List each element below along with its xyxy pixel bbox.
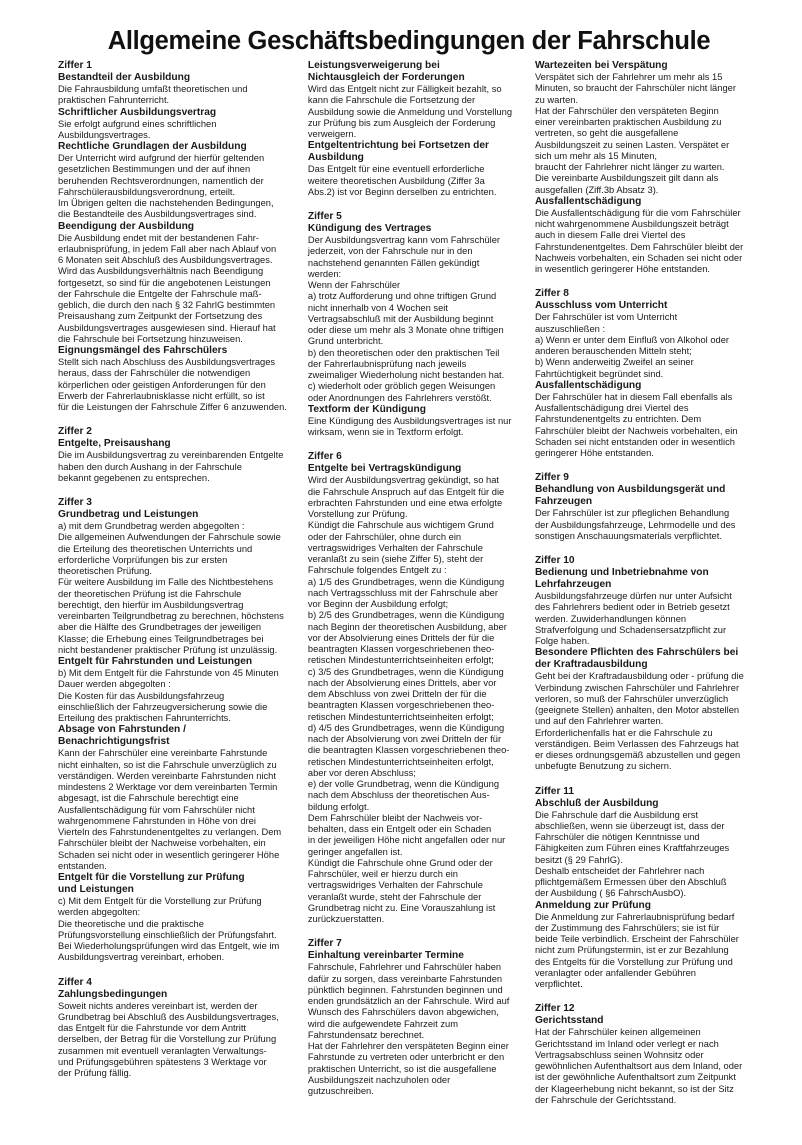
ziffer-4-heading-1: Zahlungsbedingungen bbox=[58, 988, 168, 1000]
ziffer-2-label: Ziffer 2 bbox=[58, 426, 92, 438]
document-title: Allgemeine Geschäftsbedingungen der Fahrschule bbox=[107, 27, 711, 55]
ziffer-3-heading-1: Grundbetrag und Leistungen bbox=[58, 509, 199, 520]
ziffer-6-text-1: Wird der Ausbildungsvertrag gekündigt, so hat die Fahrschule Anspruch auf das Entgelt für die erbrachten Fahrstunden und eine etwa erfolgte Vorstellung zur Prüfung. Kündigt die Fahrschule aus wichtigem Grund oder der Fahrschüler, ohne durch ein vertragswidriges Verhalten der Fahrschule veranlaßt zu sein (siehe Ziffer 5), steht der Fahrschule folgendes Entgelt zu : a) 1/5 des Grundbetrages, wenn die Kündigung nach Vertragsschluss mit der Fahrschule aber vor Beginn der Ausbildung erfolgt; b) 2/5 des Grundbetrages, wenn die Kündigung nach Beginn der theoretischen Ausbildung, aber vor der Absolvierung eines Drittels der für die beantragten Klassen vorgeschriebenen theo- retischen Mindestunterrichtseinheiten erfolgt; c) 3/5 des Grundbetrages, wenn die Kündigung nach der Absolvierung eines Drittels, aber vor dem Abschluss von zwei Dritteln der für die beantragten Klassen vorgeschriebenen theo- retischen Mindestunterrichtseinheiten erfolgt; d) 4/5 des Grundbetrages, wenn die Kündigung nach der Absolvierung von zwei Dritteln der für die beantragten Klassen vorgeschriebenen theo- retischen Mindestunterrichtseinheiten erfolgt, aber vor deren Abschluss; e) der volle Grundbetrag, wenn die Kündigung nach dem Abschluss der theoretischen Aus- bildung erfolgt. Dem Fahrschüler bleibt der Nachweis vor- behalten, dass ein Entgelt oder ein Schaden in der jeweiligen Höhe nicht angefallen oder nur geringer angefallen ist. Kündigt die Fahrschule ohne Grund oder der Fahrschüler, weil er hierzu durch ein vertragswidriges Verhalten der Fahrschule veranlaßt wurde, steht der Fahrschule der Grundbetrag nicht zu. Eine Vorauszahlung ist zurückzuerstatten. bbox=[307, 475, 510, 924]
ziffer-1-text-1: Die Fahrausbildung umfaßt theoretischen und praktischen Fahrunterricht. bbox=[58, 84, 248, 106]
section-ziffer-9 bbox=[535, 472, 760, 542]
ziffer-2-heading-1: Entgelte, Preisaushang bbox=[58, 438, 171, 450]
ziffer-7-text-1: Fahrschule, Fahrlehrer und Fahrschüler haben dafür zu sorgen, dass vereinbarte Fahrstunden pünktlich beginnen. Fahrstunden beginnen und enden grundsätzlich an der Fahrschule. Wird auf Wunsch des Fahrschülers davon abgewichen, wird die aufgewendete Fahrzeit zum Fahrstundensatz berechnet. Hat der Fahrlehrer den verspäteten Beginn einer Fahrstunde zu vertreten oder unterbricht er den praktischen Unterricht, so ist die ausgefallene Ausbildungszeit nachzuholen oder gutzuschreiben. bbox=[307, 962, 510, 1096]
ziffer-11-label: Ziffer 11 bbox=[534, 785, 575, 797]
ziffer-10-text-1: Ausbildungsfahrzeuge dürfen nur unter Aufsicht des Fahrlehrers bedient oder in Betrieb gesetzt werden. Zuwiderhandlungen können Strafverfolgung und Schadensersatzpflicht zur Folge haben. bbox=[534, 591, 732, 646]
ziffer-11-heading-1: Abschluß der Ausbildung bbox=[534, 797, 659, 809]
ziffer-8-text-2: Der Fahrschüler hat in diesem Fall ebenfalls als Ausfallentschädigung drei Viertel des Fahrstundenentgelts zu entrichten. Dem Fahrschüler bleibt der Nachweis vorbehalten, ein Schaden sei nicht entstanden oder in wesentlich geringerer Höhe entstanden. bbox=[534, 391, 738, 458]
ziffer-10-heading-1: Bedienung und Inbetriebnahme von Lehrfahrzeugen bbox=[534, 567, 709, 590]
ziffer-3-heading-3: Absage von Fahrstunden / Benachrichtigungsfrist bbox=[58, 724, 186, 748]
ziffer-8-heading-1: Ausschluss vom Unterricht bbox=[534, 300, 668, 312]
ziffer-11-heading-2: Anmeldung zur Prüfung bbox=[534, 899, 651, 911]
ziffer-6-heading-1: Entgelte bei Vertragskündigung bbox=[307, 463, 462, 475]
section-ziffer-1 bbox=[58, 60, 302, 413]
ziffer-3-text-1: a) mit dem Grundbetrag werden abgegolten : Die allgemeinen Aufwendungen der Fahrschule sowie die Erteilung des theoretischen Unterrichts und erforderliche Vorprüfungen bis zur ersten theoretischen Prüfung. Für weitere Ausbildung im Falle des Nichtbestehens der theoretischen Prüfung ist die Fahrschule berechtigt, den hierfür im Ausbildungsvertrag vereinbarten Teilgrundbetrag zu berechnen, höchstens aber die Hälfte des Grundbetrages der jeweiligen Klasse; die Erhebung eines Teilgrundbetrages bei nicht bestandener praktischer Prüfung ist unzulässig. bbox=[58, 521, 284, 655]
ziffer-4-text-2: Wird das Entgelt nicht zur Fälligkeit bezahlt, so kann die Fahrschule die Fortsetzung der Ausbildung sowie die Anmeldung und Vorstellung zur Prüfung bis zum Ausgleich der Forderung verweigern. bbox=[307, 84, 513, 139]
ziffer-9-label: Ziffer 9 bbox=[534, 472, 569, 484]
ziffer-7-text-2: Verspätet sich der Fahrlehrer um mehr als 15 Minuten, so braucht der Fahrschüler nicht länger zu warten. Hat der Fahrschüler den verspäteten Beginn einer vereinbarten praktischen Ausbildung zu vertreten, so geht die ausgefallene Ausbildungszeit zu seinen Lasten. Verspätet er sich um mehr als 15 Minuten, braucht der Fahrlehrer nicht länger zu warten. Die vereinbarte Ausbildungszeit gilt dann als ausgefallen (Ziff.3b Absatz 3). bbox=[534, 72, 736, 195]
ziffer-5-text-2: Eine Kündigung des Ausbildungsvertrages ist nur wirksam, wenn sie in Textform erfolgt. bbox=[307, 415, 512, 437]
ziffer-12-heading-1: Gerichtsstand bbox=[534, 1015, 604, 1027]
ziffer-1-heading-1: Bestandteil der Ausbildung bbox=[58, 72, 191, 83]
column-3 bbox=[535, 60, 760, 1106]
section-ziffer-6 bbox=[308, 451, 528, 925]
ziffer-3-text-3: Kann der Fahrschüler eine vereinbarte Fahrstunde nicht einhalten, so ist die Fahrschule unverzüglich zu verständigen. Werden vereinbarte Fahrstunden nicht mindestens 2 Werktage vor dem vereinbarten Termin abgesagt, ist die Fahrschule berechtigt eine Ausfallentschädigung für vom Fahrschüler nicht wahrgenommene Fahrstunden in Höhe von drei Vierteln des Fahrstundenentgeltes zu verlangen. Dem Fahrschüler bleibt der Nachweise vorbehalten, ein Schaden sei nicht oder in wesentlich geringerer Höhe entstanden. bbox=[58, 748, 282, 871]
ziffer-8-text-1: Der Fahrschüler ist vom Unterricht auszuschließen : a) Wenn er unter dem Einfluß von Alkohol oder anderen berauschenden Mitteln steht; b) Wenn anderweitig Zweifel an seiner Fahrtüchtigkeit begründet sind. bbox=[534, 312, 730, 379]
ziffer-4-label: Ziffer 4 bbox=[58, 976, 92, 988]
ziffer-5-heading-1: Kündigung des Vertrages bbox=[307, 223, 432, 234]
ziffer-10-label: Ziffer 10 bbox=[534, 555, 575, 566]
section-ziffer-7-continued bbox=[535, 60, 760, 275]
ziffer-7-heading-2: Wartezeiten bei Verspätung bbox=[534, 60, 668, 71]
ziffer-1-text-2: Sie erfolgt aufgrund eines schriftlichen Ausbildungsvertrages. bbox=[58, 118, 217, 140]
ziffer-4-heading-2: Leistungsverweigerung bei Nichtausgleich der Forderungen bbox=[307, 60, 465, 83]
ziffer-3-label: Ziffer 3 bbox=[58, 497, 92, 508]
ziffer-2-text-1: Die im Ausbildungsvertrag zu vereinbarenden Entgelte haben den durch Aushang in der Fahrschule bekannt gegebenen zu entsprechen. bbox=[58, 450, 284, 483]
ziffer-1-label: Ziffer 1 bbox=[58, 60, 92, 71]
ziffer-4-text-1: Soweit nichts anderes vereinbart ist, werden der Grundbetrag bei Abschluß des Ausbildungsvertrages, das Entgelt für die Fahrstunde vor dem Antritt derselben, der Betrag für die Vorstellung zur Prüfung zusammen mit eventuell veranlagten Verwaltungs- und Prüfungsgebühren spätestens 3 Werktage vor der Prüfung fällig. bbox=[58, 1000, 279, 1078]
section-ziffer-5 bbox=[308, 211, 528, 438]
ziffer-10-text-2: Geht bei der Kraftradausbildung oder - prüfung die Verbindung zwischen Fahrschüler und Fahrlehrer verloren, so muß der Fahrschüler unverzüglich (geeignete Stellen) anhalten, den Motor abstellen und auf den Fahrlehrer warten. Erforderlichenfalls hat er die Fahrschule zu verständigen. Beim Verlassen des Fahrzeugs hat er dieses ordnungsgemäß abzustellen und gegen unbefugte Benutzung zu sichern. bbox=[534, 671, 744, 772]
ziffer-12-text-1: Hat der Fahrschüler keinen allgemeinen Gerichtsstand im Inland oder verlegt er nach Vertragsabschluss seinen Wohnsitz oder gewöhnlichen Aufenthaltsort aus dem Inland, oder ist der gewöhnliche Aufenthaltsort zum Zeitpunkt der Klageerhebung nicht bekannt, so ist der Sitz der Fahrschule der Gerichtsstand. bbox=[534, 1027, 743, 1105]
section-ziffer-2 bbox=[58, 426, 302, 484]
ziffer-5-text-1: Der Ausbildungsvertrag kann vom Fahrschüler jederzeit, von der Fahrschule nur in den nachstehend genannten Fällen gekündigt werden: Wenn der Fahrschüler a) trotz Aufforderung und ohne triftigen Grund nicht innerhalb von 4 Wochen seit Vertragsabschluß mit der Ausbildung beginnt oder diese um mehr als 3 Monate ohne triftigen Grund unterbricht. b) den theoretischen oder den praktischen Teil der Fahrerlaubnisprüfung nach jeweils zweimaliger Wiederholung nicht bestanden hat. c) wiederholt oder gröblich gegen Weisungen oder Anordnungen des Fahrlehrers verstößt. bbox=[307, 235, 505, 403]
ziffer-1-text-4: Die Ausbildung endet mit der bestandenen Fahr- erlaubnisprüfung, in jedem Fall aber nach Ablauf von 6 Monaten seit Abschluß des Ausbildungsvertrages. Wird das Ausbildungsverhältnis nach Beendigung fortgesetzt, so sind für die angebotenen Leistungen der Fahrschule die Entgelte der Fahrschule maß- geblich, die durch den nach § 32 FahrlG bestimmten Preisaushang zum Zeitpunkt der Fortsetzung des Ausbildungsvertrages ausgewiesen sind. Hierauf hat die Fahrschule bei Fortsetzung hinzuweisen. bbox=[58, 232, 277, 344]
ziffer-7-heading-3: Ausfallentschädigung bbox=[534, 195, 642, 207]
ziffer-1-text-3: Der Unterricht wird aufgrund der hierfür geltenden gesetzlichen Bestimmungen und der auf ihnen beruhenden Rechtsverordnungen, namentlich der Fahrschülerausbildungsverordnung, erteilt. Im Übrigen gelten die nachstehenden Bedingungen, die Bestandteile des Ausbildungsvertrages sind. bbox=[58, 153, 274, 220]
ziffer-12-label: Ziffer 12 bbox=[534, 1003, 575, 1015]
column-2 bbox=[308, 60, 528, 1106]
ziffer-3-heading-2: Entgelt für Fahrstunden und Leistungen bbox=[58, 656, 253, 667]
ziffer-8-heading-2: Ausfallentschädigung bbox=[534, 379, 642, 391]
column-1 bbox=[58, 60, 302, 1106]
ziffer-11-text-1: Die Fahrschule darf die Ausbildung erst abschließen, wenn sie überzeugt ist, dass der Fahrschüler die nötigen Kenntnisse und Fähigkeiten zum Führen eines Kraftfahrzeuges besitzt (§ 29 FahrlG). Deshalb entscheidet der Fahrlehrer nach pflichtgemäßem Ermessen über den Abschluß der Ausbildung ( §6 FahrschAusbO). bbox=[534, 809, 730, 899]
section-ziffer-4 bbox=[58, 977, 302, 1080]
ziffer-7-text-3: Die Ausfallentschädigung für die vom Fahrschüler nicht wahrgenommene Ausbildungszeit beträgt auch in diesem Falle drei Viertel des Fahrstundenentgeltes. Dem Fahrschüler bleibt der Nachweis vorbehalten, ein Schaden sei nicht oder in wesentlich geringerer Höhe entstanden. bbox=[534, 207, 744, 274]
ziffer-7-heading-1: Einhaltung vereinbarter Termine bbox=[307, 950, 464, 962]
ziffer-6-label: Ziffer 6 bbox=[307, 451, 342, 463]
ziffer-3-text-2: b) Mit dem Entgelt für die Fahrstunde von 45 Minuten Dauer werden abgegolten : Die Kosten für das Ausbildungsfahrzeug einschließlich der Fahrzeugversicherung sowie die Erteilung des praktischen Fahrunterrichts. bbox=[58, 668, 279, 723]
ziffer-1-heading-2: Schriftlicher Ausbildungsvertrag bbox=[58, 106, 217, 118]
section-ziffer-12 bbox=[535, 1003, 760, 1106]
ziffer-1-heading-4: Beendigung der Ausbildung bbox=[58, 220, 195, 232]
ziffer-8-label: Ziffer 8 bbox=[534, 288, 569, 300]
ziffer-1-text-5: Stellt sich nach Abschluss des Ausbildungsvertrages heraus, dass der Fahrschüler die notwendigen körperlichen oder geistigen Anforderungen für den Erwerb der Fahrerlaubnisklasse nicht erfüllt, so ist für die Leistungen der Fahrschule Ziffer 6 anzuwenden. bbox=[58, 357, 287, 412]
ziffer-4-heading-3: Entgeltentrichtung bei Fortsetzen der Ausbildung bbox=[307, 140, 489, 164]
columns bbox=[58, 60, 760, 1106]
ziffer-5-label: Ziffer 5 bbox=[307, 211, 342, 222]
section-ziffer-11 bbox=[535, 786, 760, 991]
ziffer-9-heading-1: Behandlung von Ausbildungsgerät und Fahrzeugen bbox=[534, 484, 726, 508]
section-ziffer-10 bbox=[535, 555, 760, 773]
ziffer-3-heading-4: Entgelt für die Vorstellung zur Prüfung und Leistungen bbox=[58, 872, 245, 895]
section-ziffer-4-continued bbox=[308, 60, 528, 198]
ziffer-4-text-3: Das Entgelt für eine eventuell erforderliche weitere theoretischen Ausbildung (Ziffer 3a Abs.2) ist vor Beginn derselben zu entrichten. bbox=[307, 164, 497, 197]
ziffer-5-heading-2: Textform der Kündigung bbox=[307, 403, 426, 415]
ziffer-10-heading-2: Besondere Pflichten des Fahrschülers bei der Kraftradausbildung bbox=[534, 647, 739, 671]
ziffer-11-text-2: Die Anmeldung zur Fahrerlaubnisprüfung bedarf der Zustimmung des Fahrschülers; sie ist für beide Teile verbindlich. Erscheint der Fahrschüler nicht zum Prüfungstermin, ist er zur Bezahlung des Entgelts für die Vorstellung zur Prüfung und veranlagter oder anfallender Gebühren verpflichtet. bbox=[534, 911, 739, 989]
section-ziffer-7 bbox=[308, 938, 528, 1097]
ziffer-3-text-4: c) Mit dem Entgelt für die Vorstellung zur Prüfung werden abgegolten: Die theoretische und die praktische Prüfungsvorstellung einschließlich der Prüfungsfahrt. Bei Wiederholungsprüfungen wird das Entgelt, wie im Ausbildungsvertrag vereinbart, erhoben. bbox=[58, 896, 280, 963]
ziffer-1-heading-5: Eignungsmängel des Fahrschülers bbox=[58, 345, 228, 356]
section-ziffer-8 bbox=[535, 288, 760, 459]
ziffer-1-heading-3: Rechtliche Grundlagen der Ausbildung bbox=[58, 141, 247, 152]
ziffer-7-label: Ziffer 7 bbox=[307, 938, 342, 950]
ziffer-9-text-1: Der Fahrschüler ist zur pfleglichen Behandlung der Ausbildungsfahrzeuge, Lehrmodelle und des sonstigen Anschauungsmaterials verpflichtet. bbox=[534, 508, 736, 541]
section-ziffer-3 bbox=[58, 497, 302, 964]
